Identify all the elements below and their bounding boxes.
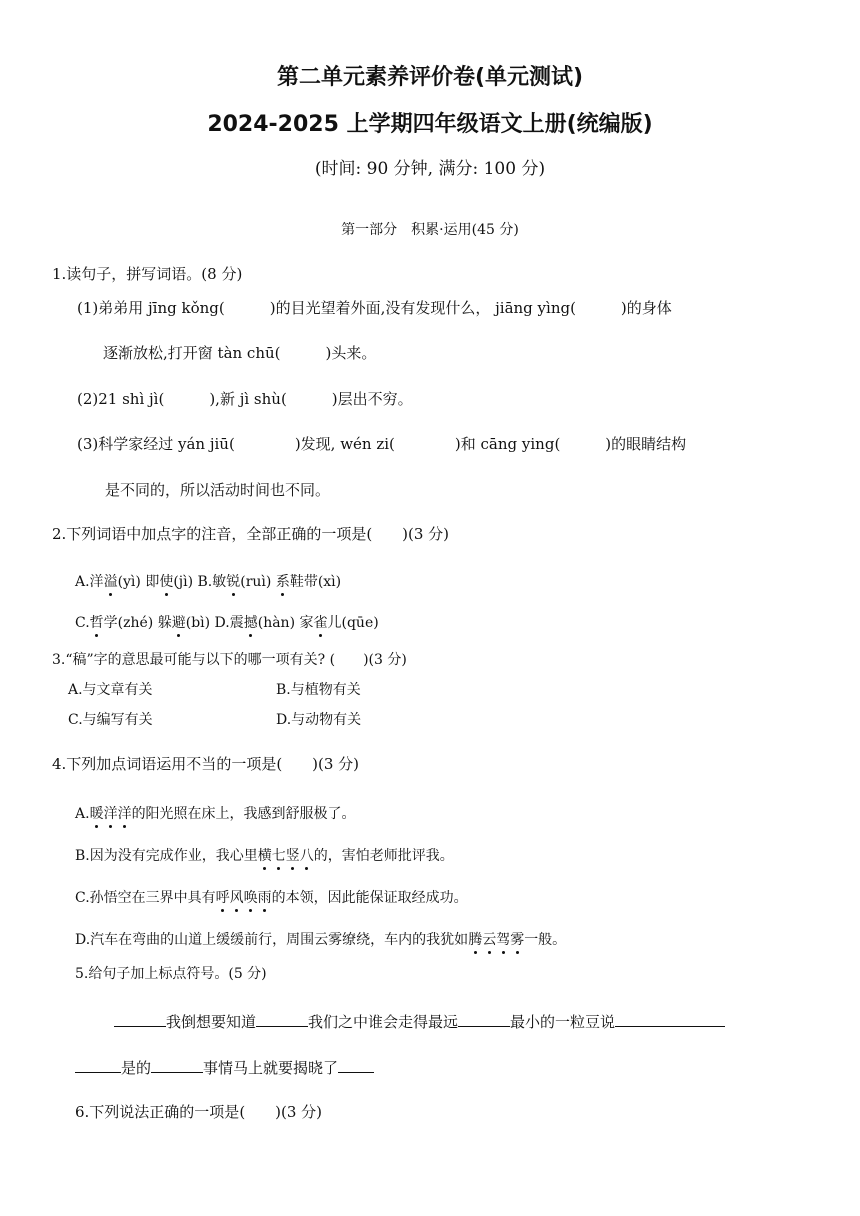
punctuation-blank[interactable]	[615, 1012, 725, 1027]
question-6-stem: 6.下列说法正确的一项是( )(3 分)	[75, 1103, 323, 1121]
punctuation-blank[interactable]	[338, 1058, 374, 1073]
question-5-stem: 5.给句子加上标点符号。(5 分)	[75, 966, 267, 982]
question-3-option-b: B.与植物有关	[276, 682, 361, 698]
question-1-line-5: 是不同的，所以活动时间也不同。	[105, 481, 331, 499]
question-1-line-2: 逐渐放松,打开窗 tàn chū( )头来。	[103, 344, 377, 362]
question-2-options-ab: A.洋溢(yì) 即使(jì) B.敏锐(ruì) 系鞋带(xì)	[75, 571, 341, 591]
question-4-option-d: D.汽车在弯曲的山道上缓缓前行，周围云雾缭绕，车内的我犹如腾云驾雾一般。	[75, 929, 566, 949]
punctuation-blank[interactable]	[256, 1012, 308, 1027]
question-3-option-c: C.与编写有关	[68, 712, 153, 728]
punctuation-blank[interactable]	[114, 1012, 166, 1027]
question-1-line-4: (3)科学家经过 yán jiū( )发现, wén zi( )和 cāng ying( )的眼睛结构	[77, 435, 687, 453]
question-2-options-cd: C.哲学(zhé) 躲避(bì) D.震撼(hàn) 家雀儿(qūe)	[75, 612, 379, 632]
exam-meta: (时间: 90 分钟, 满分: 100 分)	[314, 159, 546, 179]
question-4-option-c: C.孙悟空在三界中具有呼风唤雨的本领，因此能保证取经成功。	[75, 887, 468, 907]
question-3-option-a: A.与文章有关	[68, 682, 153, 698]
exam-title: 第二单元素养评价卷(单元测试)	[276, 65, 584, 90]
question-2-stem: 2.下列词语中加点字的注音，全部正确的一项是( )(3 分)	[52, 525, 450, 543]
question-1-line-3: (2)21 shì jì( ),新 jì shù( )层出不穷。	[77, 390, 413, 408]
question-5-line-2: 是的 事情马上就要揭晓了	[75, 1057, 374, 1078]
exam-subtitle: 2024-2025 上学期四年级语文上册(统编版)	[207, 112, 653, 137]
question-1-stem: 1.读句子，拼写词语。(8 分)	[52, 265, 243, 283]
punctuation-blank[interactable]	[75, 1058, 121, 1073]
part-heading: 第一部分 积累·运用(45 分)	[341, 222, 519, 238]
question-3-option-d: D.与动物有关	[276, 712, 362, 728]
punctuation-blank[interactable]	[151, 1058, 203, 1073]
punctuation-blank[interactable]	[458, 1012, 510, 1027]
question-4-option-b: B.因为没有完成作业，我心里横七竖八的，害怕老师批评我。	[75, 845, 454, 865]
question-3-stem: 3.“稿”字的意思最可能与以下的哪一项有关? ( )(3 分)	[52, 652, 407, 668]
question-5-line-1: 我倒想要知道 我们之中谁会走得最远 最小的一粒豆说	[114, 1011, 725, 1032]
question-1-line-1: (1)弟弟用 jīng kǒng( )的目光望着外面,没有发现什么， jiāng yìng( )的身体	[77, 299, 672, 317]
question-4-stem: 4.下列加点词语运用不当的一项是( )(3 分)	[52, 755, 360, 773]
question-4-option-a: A.暖洋洋的阳光照在床上，我感到舒服极了。	[75, 803, 356, 823]
